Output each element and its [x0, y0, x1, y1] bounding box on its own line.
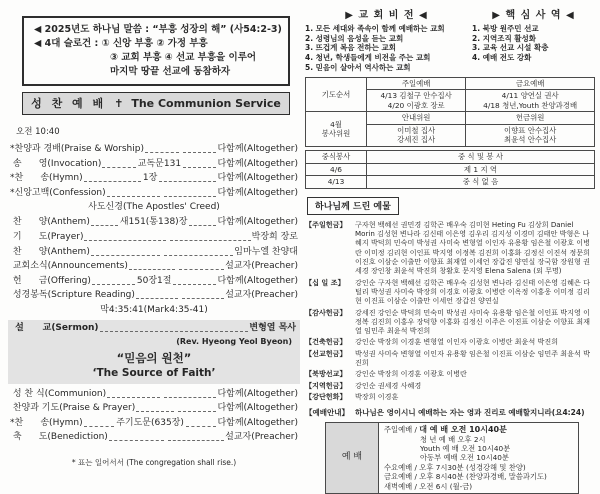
lunch-date: 4/13 — [306, 176, 367, 189]
dotted-leader — [129, 269, 175, 270]
offering-type-label: 【강단헌화】 — [305, 391, 347, 401]
service-item-person: 다함께(Altogether) — [217, 217, 298, 228]
service-order-row — [8, 157, 300, 172]
service-order-row — [8, 274, 300, 289]
service-order-row — [8, 416, 300, 431]
service-item-person: 설교자(Preacher) — [225, 432, 298, 443]
slogan-line-2: ◀ 4대 슬로건 : ① 신앙 부흥 ② 가정 부흥 — [34, 38, 208, 49]
dotted-leader — [84, 426, 115, 427]
service-item-label: *찬양과 경배(Praise & Worship) — [10, 144, 144, 154]
usher-name: 이미철 집사 — [397, 125, 436, 135]
sunday-service-header: 주일예배 — [367, 77, 466, 90]
offering-type-label: 【십 일 조】 — [305, 277, 345, 287]
sermon-row — [10, 321, 298, 336]
prayer-entry: 4/11 양연실 권사 — [501, 91, 559, 101]
worship-time-line: 아동부 예배 오전 10시40분 — [420, 453, 509, 463]
dotted-leader — [107, 196, 160, 197]
service-order-row — [8, 186, 300, 201]
offering-section — [305, 369, 595, 378]
worship-time-prefix: 주일예배 / — [384, 425, 420, 435]
service-item-person: 다함께(Altogether) — [217, 388, 299, 399]
worship-notice — [305, 407, 595, 418]
church-vision — [305, 4, 468, 73]
worship-order-column — [8, 8, 300, 468]
rise-footnote: * 표는 일어서서 (The congregation shall rise.) — [71, 457, 237, 467]
service-item-person: 다함께(Altogether) — [217, 275, 298, 286]
slogan-line-4: 마지막 땅끝 선교에 동참하자 — [110, 66, 231, 77]
ministry-item: 1. 북방 원주민 선교 — [472, 24, 539, 33]
dotted-leader — [100, 331, 249, 332]
slogan-line-3: ③ 교회 부흥 ④ 선교 부흥을 이루어 — [110, 52, 257, 63]
dotted-leader — [164, 255, 233, 256]
lunch-service-table — [305, 150, 595, 189]
service-order-row — [8, 230, 300, 245]
service-order-row — [8, 142, 300, 157]
worship-time-line: 새벽예배 / 오전 6시 (월-금) — [384, 481, 473, 491]
yearly-slogan-box — [22, 16, 290, 86]
offering-type-label: 【북방선교】 — [305, 369, 347, 379]
lunch-service-header: 중 식 및 봉 사 — [367, 151, 595, 164]
dotted-leader — [136, 411, 174, 412]
service-order-row — [8, 259, 300, 274]
vision-item: 3. 뜨겁게 복음 전하는 교회 — [305, 43, 396, 53]
sermon-block — [8, 320, 300, 384]
dotted-leader — [91, 255, 160, 256]
service-item-label: 기 도(Prayer) — [10, 231, 84, 242]
usher-name: 강세진 집사 — [397, 135, 436, 145]
service-item-label: 성경봉독(Scripture Reading) — [10, 290, 135, 301]
offering-section — [305, 220, 595, 276]
volunteer-word: 봉사위원 — [321, 129, 351, 139]
worship-time-line: Youth 예 배 오전 10시40분 — [420, 444, 511, 454]
worship-time-main: 대 예 배 오전 10시40분 — [419, 425, 507, 435]
service-order-row — [8, 288, 300, 303]
offering-section — [305, 381, 595, 390]
table-row — [306, 163, 595, 176]
worship-time-line — [384, 425, 573, 434]
lunch-value: 중 식 없 음 — [367, 176, 595, 189]
scripture-reference: 막4:35:41(Mark4:35-41) — [100, 304, 208, 315]
prayer-volunteer-table — [305, 77, 595, 148]
service-item-person: 다함께(Altogether) — [217, 158, 299, 169]
service-item-label: 찬 양(Anthem) — [10, 246, 90, 257]
offering-committee-cell — [466, 124, 595, 146]
usher-cell — [367, 124, 466, 146]
dotted-leader — [170, 240, 251, 241]
dotted-leader — [92, 284, 135, 285]
dotted-leader — [164, 196, 217, 197]
service-time: 오전 10:40 — [16, 127, 60, 137]
dotted-leader — [178, 411, 216, 412]
service-item-label: 찬양과 기도(Praise & Prayer) — [10, 403, 136, 414]
worship-time-line: 청 년 예 배 오후 2시 — [420, 434, 486, 444]
service-item-detail: 새151(통138)장 — [119, 217, 188, 228]
dotted-leader — [145, 152, 179, 153]
offering-section — [305, 308, 595, 336]
worship-times-table — [325, 422, 579, 494]
offering-section — [305, 337, 595, 346]
offering-section — [305, 392, 595, 401]
slogan-line-1: ◀ 2025년도 하나님 말씀 : “부흥 성장의 해” (사54:2-3) — [34, 24, 282, 35]
lunch-value: 제 1 지 역 — [367, 163, 595, 176]
service-title-english: The Communion Service — [131, 97, 281, 110]
offering-names: 강인순 박장희 이경훈 변형열 이인자 이광호 이병란 최윤석 박진희 — [355, 337, 559, 347]
service-item-person: 다함께(Altogether) — [217, 173, 298, 184]
offering-type-label: 【지역헌금】 — [305, 380, 347, 390]
worship-time-line: 수요예배 / 오후 7시30분 (성경강해 및 찬양) — [384, 462, 526, 472]
offering-names: 구자현 백혜선 권민경 김학곤 배우숙 김미현 Heting Fu 김상희 Daniel Morin 김성현 변나라 김신태 이은영 김우리 김지성 이경미 김태안 박형은 나혜지 박덕희 민숙미 박성권 사미숙 변형열 이인자 유용황 임은철 이광호 이병란 이미정 김리현 이인표 박지영 이정복 김진희 이홍화 김정신 이진석 정문희 이진호 이삼순 이출만 이향표 최재열 이세언 장갑진 양연실 장국함 장원형 권세경 장인창 최윤석 박진희 창활호 문지영 Elena Salena (외 무명) — [355, 219, 590, 276]
worship-times-label: 예 배 — [326, 423, 379, 494]
table-row — [306, 176, 595, 189]
dotted-leader — [107, 397, 160, 398]
volunteer-label — [306, 112, 367, 147]
offering-names: 강인순 구자현 백혜선 김학곤 배우숙 김성현 변나라 김신태 이은영 김혜은 다털리 박성권 사미숙 박장희 이경호 이광호 이병란 이옥정 이홍웅 이미정 김리현 이진표 이삼순 이출만 이세언 장갑진 양연실 — [355, 277, 590, 306]
offering-section — [305, 278, 595, 306]
dotted-leader — [91, 225, 118, 226]
church-vision-title: ▶ 교 회 비 전 ◀ — [345, 10, 428, 21]
service-item-person: 설교자(Preacher) — [225, 261, 298, 272]
core-ministry-title: ▶ 핵 심 사 역 ◀ — [492, 10, 575, 21]
table-row — [306, 112, 595, 125]
dotted-leader — [109, 440, 165, 441]
offering-type-label: 【주일헌금】 — [305, 219, 347, 229]
offering-box-title: 하나님께 드린 예물 — [307, 197, 399, 215]
friday-service-header: 금요예배 — [466, 77, 595, 90]
service-order-row — [8, 387, 300, 402]
table-row — [306, 77, 595, 90]
dotted-leader — [186, 426, 217, 427]
friday-prayer-cell — [466, 90, 595, 112]
dotted-leader — [182, 298, 224, 299]
table-row — [306, 151, 595, 164]
ministry-item: 3. 교육 선교 시설 확충 — [472, 43, 549, 53]
dotted-leader — [102, 167, 135, 168]
offering-names: 강인순 권세경 사혜경 — [355, 380, 422, 390]
service-order-row — [8, 245, 300, 260]
dotted-leader — [183, 152, 217, 153]
info-column — [305, 4, 595, 494]
service-item-label: 송 영(Invocation) — [10, 158, 102, 169]
service-title-bar — [22, 92, 290, 115]
lunch-service-label: 중식봉사 — [306, 151, 367, 164]
committee-name: 최윤석 안수집사 — [503, 135, 557, 145]
ministry-item: 4. 예배 전도 강화 — [472, 53, 532, 63]
prayer-entry: 4/18 청년,Youth 찬양과경배 — [483, 100, 578, 110]
offering-type-label: 【건축헌금】 — [305, 337, 347, 347]
service-item-label: 교회소식(Announcements) — [10, 261, 128, 272]
service-item-label: *신앙고백(Confession) — [10, 187, 106, 198]
prayer-order-label: 기도순서 — [306, 77, 367, 112]
dotted-leader — [173, 284, 216, 285]
vision-item: 1. 모든 세대와 족속이 함께 예배하는 교회 — [305, 24, 445, 33]
service-item-person: 다함께(Altogether) — [217, 144, 298, 154]
sermon-preacher-english: (Rev. Hyeong Yeol Byeon) — [176, 336, 292, 346]
dotted-leader — [84, 240, 165, 241]
cross-icon: ✝ — [114, 97, 124, 110]
ministry-item: 2. 지역조직 활성화 — [472, 33, 537, 43]
sermon-title-english: ‘The Source of Faith’ — [92, 366, 216, 379]
offering-type-label: 【선교헌금】 — [305, 348, 347, 358]
service-item-detail: 1장 — [142, 173, 158, 184]
dotted-leader — [189, 225, 216, 226]
offering-names: 강인순 박장희 이경훈 이광호 이병란 — [355, 369, 467, 379]
offering-type-label: 【감사헌금】 — [305, 307, 347, 317]
dotted-leader — [159, 181, 216, 182]
sermon-title-korean: “믿음의 원천” — [116, 350, 192, 365]
service-item-person: 설교자(Preacher) — [225, 290, 299, 301]
service-item-label: *찬 송(Hymn) — [10, 173, 83, 184]
dotted-leader — [179, 269, 225, 270]
service-item-person: 임마누엘 찬양대 — [234, 246, 299, 257]
offering-names: 박장희 이경훈 — [355, 391, 399, 401]
service-item-label: 헌 금(Offering) — [10, 275, 91, 286]
dotted-leader — [168, 440, 224, 441]
service-item-label: 성 찬 식(Communion) — [10, 388, 107, 399]
service-item-label: 찬 양(Anthem) — [10, 217, 90, 228]
service-item-detail: 50장1절 — [136, 275, 172, 286]
worship-notice-label: 【예배안내】 — [305, 408, 349, 418]
service-item-label: *찬 송(Hymn) — [10, 417, 83, 428]
lunch-date: 4/6 — [306, 163, 367, 176]
worship-times-cell — [379, 423, 579, 494]
apostles-creed-line: 사도신경(The Apostles' Creed) — [88, 202, 220, 213]
dotted-leader — [164, 397, 217, 398]
service-item-person: 박장희 장로 — [251, 231, 299, 242]
sermon-label: 설 교(Sermon) — [12, 322, 99, 333]
worship-notice-text: 하나님은 영이시니 예배하는 자는 영과 진리로 예배할지니라(요4:24) — [355, 408, 585, 418]
vision-item: 4. 청년, 학생들에게 비전을 주는 교회 — [305, 53, 431, 63]
service-order-row — [8, 401, 300, 416]
worship-time-line: 금요예배 / 오후 8시40분 (찬양과경배, 말씀과기도) — [384, 472, 547, 482]
vision-ministry-section — [305, 4, 595, 73]
service-title-korean: 성 찬 예 배 — [31, 97, 107, 110]
dotted-leader — [136, 298, 178, 299]
dotted-leader — [183, 167, 216, 168]
table-row — [326, 423, 579, 494]
dotted-leader — [84, 181, 141, 182]
committee-name: 이향표 안수집사 — [503, 125, 557, 135]
service-item-person: 다함께(Altogether) — [217, 417, 298, 428]
prayer-entry: 4/20 이광호 장로 — [387, 100, 445, 110]
offering-committee-header: 헌금위원 — [466, 112, 595, 125]
sermon-preacher: 변형열 목사 — [249, 322, 296, 333]
service-order-row — [8, 430, 300, 445]
service-item-detail: 주기도문(635장) — [116, 417, 184, 428]
usher-header: 안내위원 — [367, 112, 466, 125]
vision-item: 5. 믿음이 살아서 역사하는 교회 — [305, 62, 411, 72]
vision-item: 2. 성령님의 음성을 듣는 교회 — [305, 33, 404, 43]
sunday-prayer-cell — [367, 90, 466, 112]
prayer-entry: 4/13 김철구 안수집사 — [380, 91, 452, 101]
service-item-label: 축 도(Benediction) — [10, 432, 108, 443]
service-order-row — [8, 171, 300, 186]
service-item-person: 다함께(Altogether) — [217, 403, 298, 414]
service-item-detail: 교독문131 — [137, 158, 182, 169]
offering-names: 강세진 강인순 박덕희 민숙미 박성권 사미숙 유용황 임은철 이인표 박지영 이정복 김진희 이홍우 장덕향 이홍화 김정신 이주은 이진표 이삼순 이향표 최재열 임민주 최윤석 박진희 — [355, 307, 590, 336]
volunteer-month: 4월 — [330, 119, 342, 129]
offering-section — [305, 349, 595, 368]
service-order-row — [8, 215, 300, 230]
core-ministry — [468, 4, 595, 73]
offering-names: 박성권 사미숙 변형열 이인자 유용황 임은철 이진표 이삼순 임민주 최윤석 박진희 — [355, 348, 590, 368]
service-item-person: 다함께(Altogether) — [217, 187, 298, 198]
